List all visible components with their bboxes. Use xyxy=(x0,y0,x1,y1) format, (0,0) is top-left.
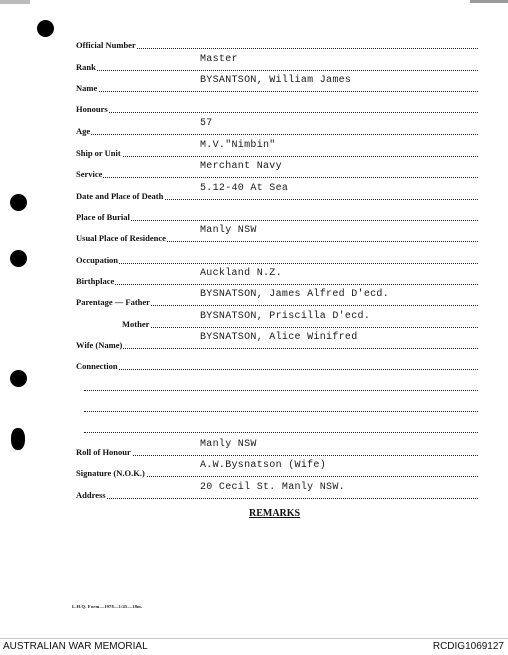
dotted-line xyxy=(76,263,478,264)
field-value: 5.12-40 At Sea xyxy=(200,183,289,194)
field-connection xyxy=(76,359,478,373)
field-value: 57 xyxy=(200,118,213,129)
dotted-line xyxy=(76,498,478,499)
field-roll-of-honour xyxy=(76,439,478,459)
field-label: Official Number xyxy=(76,40,136,50)
field-label: Address xyxy=(76,490,106,500)
dotted-line xyxy=(76,156,478,157)
field-occupation xyxy=(76,253,478,267)
field-label: Wife (Name) xyxy=(76,340,123,350)
field-birthplace xyxy=(76,268,478,288)
scan-artifact xyxy=(470,0,508,3)
field-value: M.V."Nimbin" xyxy=(200,140,276,151)
field-label: Honours xyxy=(76,104,108,114)
punch-hole xyxy=(10,194,27,211)
dotted-line xyxy=(76,455,478,456)
field-value: Manly NSW xyxy=(200,439,257,450)
form-footnote: L.H.Q. Form—1978—1/45—18m. xyxy=(72,604,143,609)
punch-hole xyxy=(37,20,54,37)
field-value: BYSNATSON, Priscilla D'ecd. xyxy=(200,311,371,322)
field-father xyxy=(76,289,478,309)
field-usual-residence xyxy=(76,225,478,245)
field-label: Occupation xyxy=(76,255,119,265)
dotted-line xyxy=(76,70,478,71)
field-value: BYSNATSON, Alice Winifred xyxy=(200,332,358,343)
field-label: Signature (N.O.K.) xyxy=(76,468,145,478)
field-address xyxy=(76,482,478,502)
archive-footer xyxy=(0,638,508,655)
footer-source: AUSTRALIAN WAR MEMORIAL xyxy=(3,641,148,652)
field-value: Master xyxy=(200,54,238,65)
field-label: Name xyxy=(76,83,98,93)
field-label: Connection xyxy=(76,361,118,371)
dotted-line xyxy=(76,369,478,370)
field-label: Age xyxy=(76,126,91,136)
connection-line xyxy=(84,411,478,412)
field-label: Mother xyxy=(122,319,150,329)
dotted-line xyxy=(76,348,478,349)
field-name xyxy=(76,75,478,95)
field-value: Merchant Navy xyxy=(200,161,282,172)
field-value: BYSNATSON, James Alfred D'ecd. xyxy=(200,289,390,300)
field-label: Birthplace xyxy=(76,276,115,286)
field-label: Roll of Honour xyxy=(76,447,131,457)
field-label: Service xyxy=(76,169,103,179)
field-ship-or-unit xyxy=(76,140,478,160)
footer-id: RCDIG1069127 xyxy=(432,641,504,652)
field-label: Usual Place of Residence xyxy=(76,233,166,243)
field-wife xyxy=(76,332,478,352)
connection-line xyxy=(84,432,478,433)
field-value: 20 Cecil St. Manly NSW. xyxy=(200,482,345,493)
field-signature xyxy=(76,460,478,480)
dotted-line xyxy=(122,327,478,328)
field-label: Place of Burial xyxy=(76,212,130,222)
dotted-line xyxy=(76,112,478,113)
field-age xyxy=(76,118,478,138)
dotted-line xyxy=(76,177,478,178)
field-honours xyxy=(76,102,478,116)
field-official-number xyxy=(76,38,478,52)
scan-artifact xyxy=(0,0,30,4)
punch-hole xyxy=(11,428,25,450)
field-label: Parentage — Father xyxy=(76,297,150,307)
dotted-line xyxy=(76,220,478,221)
connection-line xyxy=(84,390,478,391)
field-value: A.W.Bysnatson (Wife) xyxy=(200,460,327,471)
field-value: BYSANTSON, William James xyxy=(200,75,352,86)
field-date-place-death xyxy=(76,183,478,203)
field-mother xyxy=(122,311,478,331)
remarks-heading: REMARKS xyxy=(249,508,301,519)
field-value: Auckland N.Z. xyxy=(200,268,282,279)
dotted-line xyxy=(76,134,478,135)
punch-hole xyxy=(10,370,27,387)
dotted-line xyxy=(76,284,478,285)
dotted-line xyxy=(76,91,478,92)
field-label: Rank xyxy=(76,62,96,72)
field-place-of-burial xyxy=(76,210,478,224)
field-label: Date and Place of Death xyxy=(76,191,164,201)
punch-hole xyxy=(10,250,27,267)
field-label: Ship or Unit xyxy=(76,148,121,158)
field-service xyxy=(76,161,478,181)
field-value: Manly NSW xyxy=(200,225,257,236)
field-rank xyxy=(76,54,478,74)
